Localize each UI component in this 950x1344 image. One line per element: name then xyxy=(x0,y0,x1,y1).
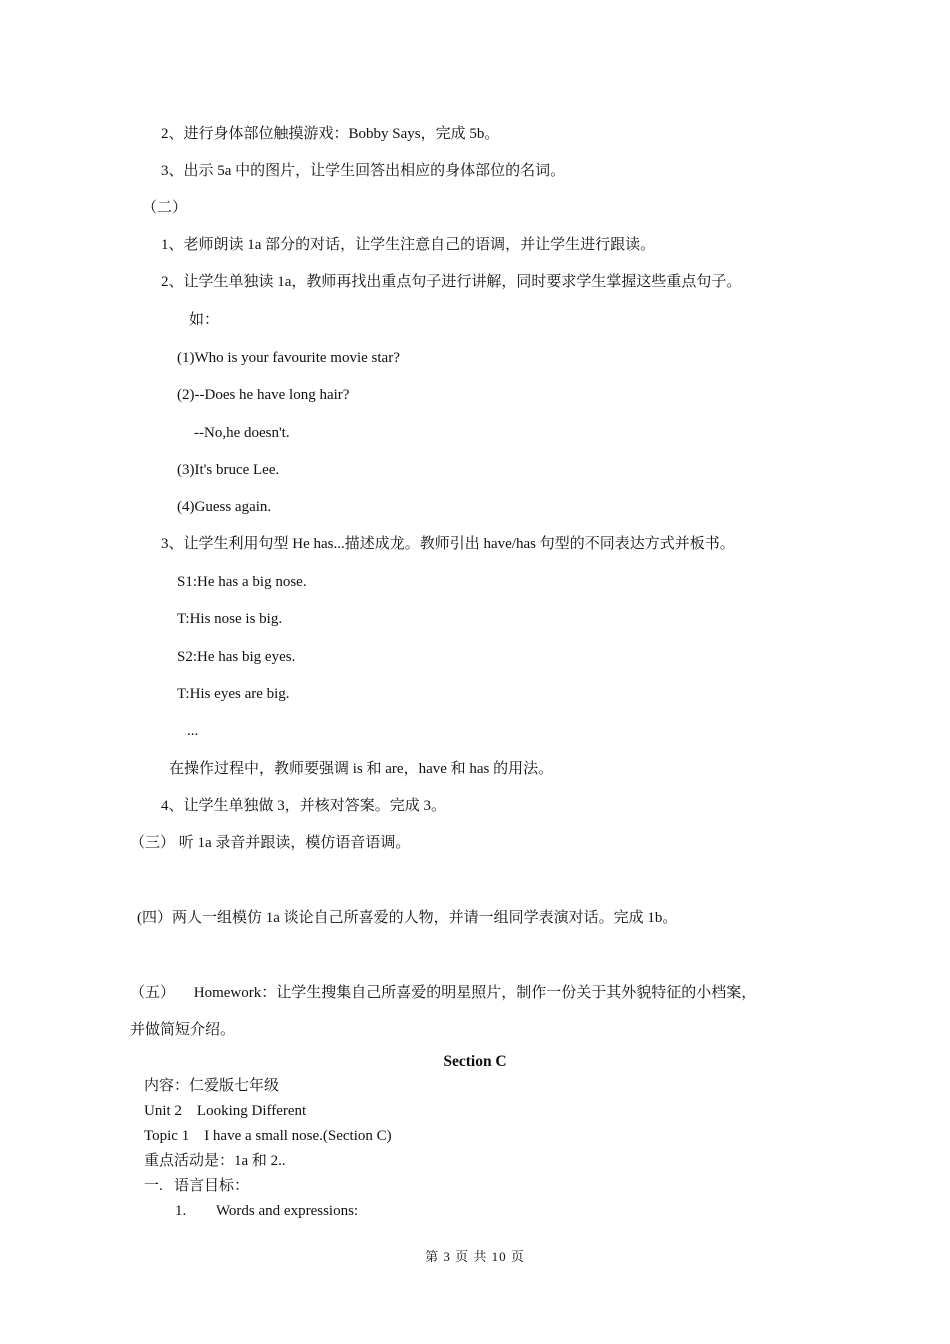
example-sentence: (4)Guess again. xyxy=(177,499,272,515)
example-sentence: T:His eyes are big. xyxy=(177,686,290,702)
text-line: 在操作过程中，教师要强调 is 和 are，have 和 has 的用法。 xyxy=(169,761,554,777)
info-line: 内容：仁爱版七年级 xyxy=(144,1078,280,1094)
example-sentence: (2)--Does he have long hair? xyxy=(177,387,350,403)
section-title: Section C xyxy=(443,1053,507,1070)
text-line: 4、让学生单独做 3，并核对答案。完成 3。 xyxy=(161,798,447,814)
example-sentence: S2:He has big eyes. xyxy=(177,649,296,665)
section-heading: （二） xyxy=(142,200,188,216)
example-sentence: S1:He has a big nose. xyxy=(177,574,307,590)
text-line: 2、让学生单独读 1a，教师再找出重点句子进行讲解，同时要求学生掌握这些重点句子。 xyxy=(161,274,742,290)
info-line: Unit 2 Looking Different xyxy=(144,1103,307,1119)
text-line: 2、进行身体部位触摸游戏：Bobby Says，完成 5b。 xyxy=(161,126,500,142)
info-line: 1. Words and expressions: xyxy=(175,1203,359,1219)
page-footer: 第 3 页 共 10 页 xyxy=(425,1249,525,1264)
section-heading: （三） 听 1a 录音并跟读，模仿语音语调。 xyxy=(130,835,411,851)
section-heading: （五） Homework：让学生搜集自己所喜爱的明星照片，制作一份关于其外貌特征的小档案， xyxy=(130,985,757,1001)
example-sentence: T:His nose is big. xyxy=(177,611,283,627)
info-line: Topic 1 I have a small nose.(Section C) xyxy=(144,1128,392,1144)
text-line: 如： xyxy=(189,312,220,328)
info-line: 一. 语言目标： xyxy=(144,1178,250,1194)
section-heading: (四）两人一组模仿 1a 谈论自己所喜爱的人物，并请一组同学表演对话。完成 1b。 xyxy=(137,910,678,926)
example-sentence: (1)Who is your favourite movie star? xyxy=(177,350,400,366)
text-line: 并做简短介绍。 xyxy=(130,1022,236,1038)
example-sentence: (3)It's bruce Lee. xyxy=(177,462,280,478)
text-line: 3、让学生利用句型 He has...描述成龙。教师引出 have/has 句型的不同表达方式并板书。 xyxy=(161,536,735,552)
ellipsis: ... xyxy=(187,723,199,739)
text-line: 3、出示 5a 中的图片，让学生回答出相应的身体部位的名词。 xyxy=(161,163,566,179)
example-sentence: --No,he doesn't. xyxy=(194,425,290,441)
text-line: 1、老师朗读 1a 部分的对话，让学生注意自己的语调，并让学生进行跟读。 xyxy=(161,237,656,253)
info-line: 重点活动是：1a 和 2.. xyxy=(144,1153,286,1169)
